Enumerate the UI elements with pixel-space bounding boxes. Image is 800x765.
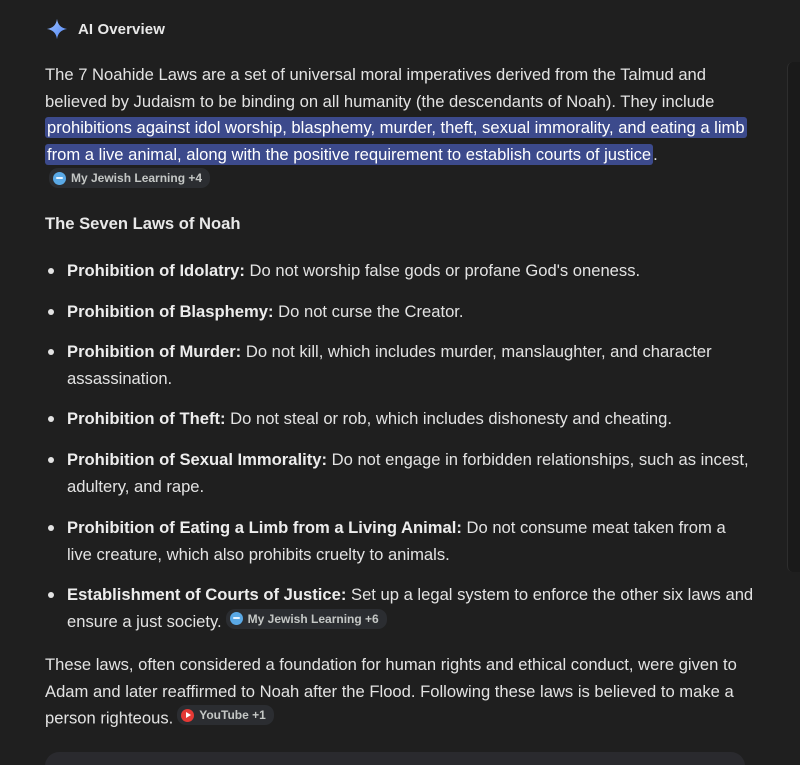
ai-overview-header (46, 18, 165, 40)
bullet-icon (48, 416, 54, 422)
law-name: Prohibition of Blasphemy: (67, 302, 274, 321)
law-item (45, 514, 755, 568)
source-chip-youtube-label: YouTube +1 (199, 708, 266, 722)
my-jewish-learning-icon (53, 172, 66, 185)
intro-text-before: The 7 Noahide Laws are a set of universal moral imperatives derived from the Talmud and believed by Judaism to be binding on all humanity (the descendants of Noah). They include (45, 65, 715, 111)
law-desc: Set up a legal system to enforce the other six laws and ensure a just society. (67, 585, 754, 631)
law-desc: Do not consume meat taken from a live creature, which also prohibits cruelty to animals. (67, 518, 726, 564)
law-item (45, 581, 755, 635)
bullet-icon (48, 268, 54, 274)
my-jewish-learning-icon (230, 612, 243, 625)
law-item (45, 257, 755, 284)
source-chip-youtube[interactable] (177, 705, 274, 725)
law-desc: Do not engage in forbidden relationships, such as incest, adultery, and rape. (67, 450, 749, 496)
law-desc: Do not curse the Creator. (278, 302, 464, 321)
law-desc: Do not steal or rob, which includes dishonesty and cheating. (230, 409, 672, 428)
law-name: Prohibition of Eating a Limb from a Living Animal: (67, 518, 462, 537)
sparkle-icon (46, 18, 68, 40)
closing-paragraph (45, 652, 755, 732)
law-item (45, 405, 755, 432)
source-chip-intro-label: My Jewish Learning +4 (71, 171, 203, 185)
source-chip-courts-label: My Jewish Learning +6 (247, 611, 379, 626)
law-name: Prohibition of Murder: (67, 342, 242, 361)
source-chip-courts[interactable] (226, 609, 387, 629)
law-item (45, 338, 755, 392)
bullet-icon (48, 349, 54, 355)
law-name: Prohibition of Idolatry: (67, 261, 245, 280)
law-name: Prohibition of Sexual Immorality: (67, 450, 327, 469)
intro-text-after: . (653, 144, 658, 164)
law-desc: Do not worship false gods or profane God's oneness. (249, 261, 641, 280)
section-title: The Seven Laws of Noah (45, 214, 241, 233)
bullet-icon (48, 525, 54, 531)
closing-text: These laws, often considered a foundation for human rights and ethical conduct, were given to Adam and later reaffirmed to Noah after the Flood. Following these laws is believed to make a person righteous. (45, 655, 737, 728)
source-chip-intro[interactable] (49, 168, 210, 188)
intro-highlight[interactable]: prohibitions against idol worship, blasphemy, murder, theft, sexual immorality, and eating a limb from a live animal, along with the positive requirement to establish courts of justice (47, 118, 745, 164)
side-scrollbar[interactable] (787, 62, 800, 572)
law-name: Prohibition of Theft: (67, 409, 226, 428)
bullet-icon (48, 309, 54, 315)
ai-overview-title: AI Overview (78, 20, 165, 38)
intro-paragraph (45, 62, 755, 195)
law-name: Establishment of Courts of Justice: (67, 585, 347, 604)
bullet-icon (48, 457, 54, 463)
law-desc: Do not kill, which includes murder, manslaughter, and character assassination. (67, 342, 712, 388)
law-item (45, 446, 755, 500)
law-item (45, 298, 755, 325)
youtube-icon (181, 709, 194, 722)
bottom-card[interactable] (45, 752, 745, 765)
bullet-icon (48, 592, 54, 598)
